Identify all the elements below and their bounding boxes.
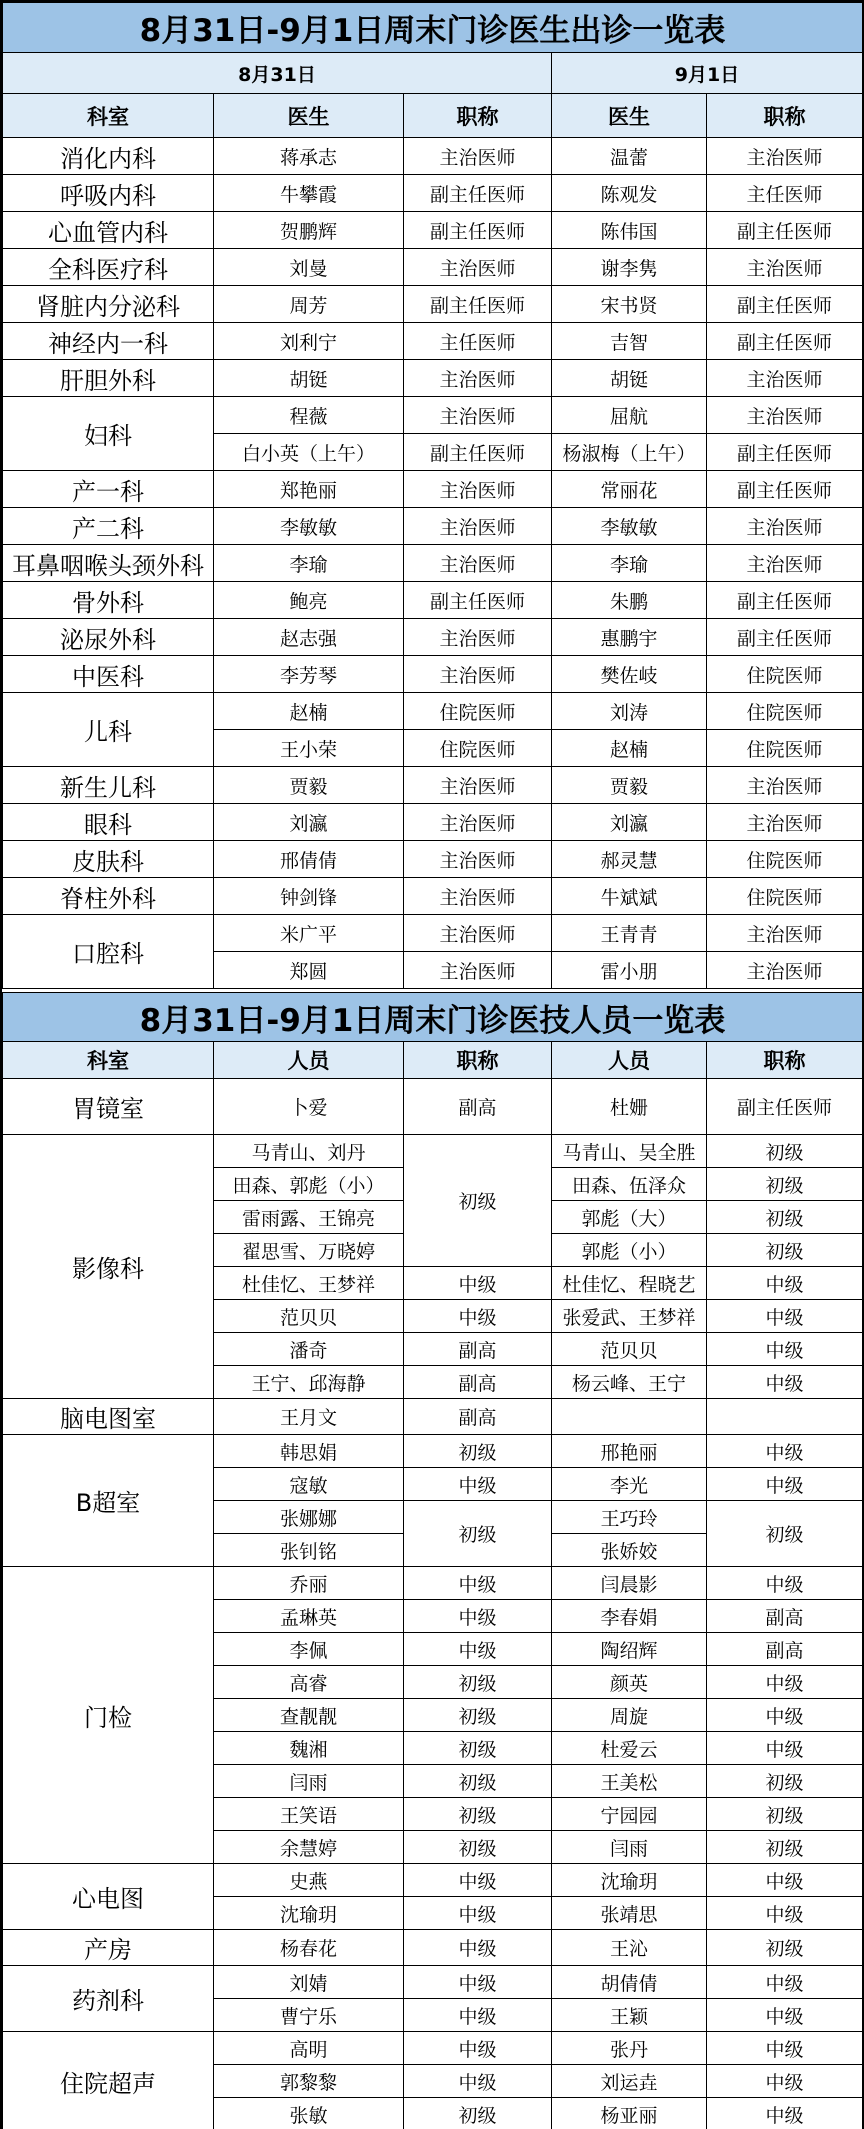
column-header-title: 职称 (707, 1042, 863, 1079)
column-header-staff: 人员 (214, 1042, 404, 1079)
department-cell: 心电图 (3, 1864, 214, 1930)
staff-name-cell: 李佩 (214, 1633, 404, 1666)
staff-title-cell: 住院医师 (404, 730, 552, 767)
staff-name-cell: 郭彪（大） (552, 1201, 707, 1234)
staff-name-cell: 乔丽 (214, 1567, 404, 1600)
staff-title-cell: 中级 (707, 1267, 863, 1300)
staff-title-cell: 中级 (404, 1864, 552, 1897)
staff-name-cell: 牛攀霞 (214, 175, 404, 212)
staff-name-cell: 王巧玲 (552, 1501, 707, 1534)
doctor-schedule-table (2, 2, 863, 989)
table-row (3, 1399, 863, 1435)
staff-name-cell: 卜爱 (214, 1079, 404, 1135)
table-row (3, 545, 863, 582)
staff-title-cell: 主治医师 (707, 952, 863, 989)
staff-name-cell: 马青山、刘丹 (214, 1135, 404, 1168)
doctor-schedule-section (0, 0, 864, 992)
staff-title-cell: 中级 (404, 1633, 552, 1666)
staff-name-cell: 米广平 (214, 915, 404, 952)
column-header-dept: 科室 (3, 1042, 214, 1079)
table-row (3, 175, 863, 212)
table-row (3, 878, 863, 915)
department-cell: 新生儿科 (3, 767, 214, 804)
staff-name-cell: 闫晨影 (552, 1567, 707, 1600)
staff-title-cell: 中级 (404, 1300, 552, 1333)
staff-title-cell: 初级 (707, 1234, 863, 1267)
staff-name-cell: 寇敏 (214, 1468, 404, 1501)
staff-name-cell: 张敏 (214, 2098, 404, 2129)
staff-title-cell: 中级 (707, 1666, 863, 1699)
staff-title-cell: 副主任医师 (404, 212, 552, 249)
staff-name-cell: 王月文 (214, 1399, 404, 1435)
staff-title-cell: 中级 (404, 1468, 552, 1501)
staff-title-cell: 中级 (707, 1333, 863, 1366)
staff-name-cell: 程薇 (214, 397, 404, 434)
department-cell: 产二科 (3, 508, 214, 545)
technician-schedule-table (2, 992, 863, 2129)
department-cell: 影像科 (3, 1135, 214, 1399)
staff-title-cell: 主治医师 (404, 804, 552, 841)
staff-name-cell: 颜英 (552, 1666, 707, 1699)
staff-title-cell: 中级 (707, 1699, 863, 1732)
staff-title-cell: 副主任医师 (707, 582, 863, 619)
staff-title-cell: 初级 (707, 1831, 863, 1864)
staff-title-cell: 初级 (404, 1765, 552, 1798)
staff-name-cell: 张钊铭 (214, 1534, 404, 1567)
staff-title-cell: 主治医师 (707, 508, 863, 545)
department-cell: 神经内一科 (3, 323, 214, 360)
staff-title-cell: 中级 (404, 1267, 552, 1300)
staff-name-cell: 吉智 (552, 323, 707, 360)
staff-title-cell: 初级 (404, 1135, 552, 1267)
staff-name-cell: 范贝贝 (214, 1300, 404, 1333)
staff-name-cell: 郝灵慧 (552, 841, 707, 878)
staff-title-cell: 副高 (404, 1366, 552, 1399)
staff-title-cell: 中级 (707, 1732, 863, 1765)
staff-name-cell: 贺鹏辉 (214, 212, 404, 249)
staff-title-cell: 主治医师 (404, 841, 552, 878)
table-row (3, 2032, 863, 2065)
staff-name-cell: 朱鹏 (552, 582, 707, 619)
staff-title-cell: 中级 (707, 1966, 863, 1999)
staff-name-cell: 翟思雪、万晓婷 (214, 1234, 404, 1267)
staff-name-cell: 白小英（上午） (214, 434, 404, 471)
staff-title-cell: 中级 (404, 1897, 552, 1930)
department-cell: 中医科 (3, 656, 214, 693)
staff-name-cell: 杨云峰、王宁 (552, 1366, 707, 1399)
staff-title-cell: 初级 (707, 1501, 863, 1567)
staff-title-cell: 副高 (707, 1600, 863, 1633)
staff-title-cell: 中级 (404, 2065, 552, 2098)
staff-title-cell: 副主任医师 (707, 471, 863, 508)
staff-title-cell: 副主任医师 (404, 582, 552, 619)
department-cell: 药剂科 (3, 1966, 214, 2032)
table-row (3, 804, 863, 841)
table-row (3, 1966, 863, 1999)
staff-title-cell: 主任医师 (707, 175, 863, 212)
staff-name-cell: 魏湘 (214, 1732, 404, 1765)
date-header-aug31: 8月31日 (3, 53, 552, 94)
staff-name-cell: 田森、伍泽众 (552, 1168, 707, 1201)
staff-title-cell: 主治医师 (404, 767, 552, 804)
staff-name-cell: 鲍亮 (214, 582, 404, 619)
table-row (3, 249, 863, 286)
staff-name-cell: 谢李隽 (552, 249, 707, 286)
staff-name-cell: 查靓靓 (214, 1699, 404, 1732)
technician-table-title: 8月31日-9月1日周末门诊医技人员一览表 (3, 993, 863, 1042)
table-row (3, 508, 863, 545)
staff-title-cell: 副主任医师 (404, 175, 552, 212)
department-cell: 消化内科 (3, 138, 214, 175)
table-row (3, 323, 863, 360)
staff-title-cell: 中级 (707, 2065, 863, 2098)
staff-name-cell: 杜爱云 (552, 1732, 707, 1765)
staff-name-cell: 张娜娜 (214, 1501, 404, 1534)
staff-name-cell: 贾毅 (552, 767, 707, 804)
department-cell: 心血管内科 (3, 212, 214, 249)
staff-name-cell: 李春娟 (552, 1600, 707, 1633)
staff-title-cell: 主治医师 (404, 619, 552, 656)
staff-name-cell: 周旋 (552, 1699, 707, 1732)
column-header-dept: 科室 (3, 94, 214, 138)
staff-title-cell: 主治医师 (404, 878, 552, 915)
table-row (3, 286, 863, 323)
department-cell: 产一科 (3, 471, 214, 508)
staff-title-cell: 主治医师 (404, 138, 552, 175)
staff-name-cell: 王美松 (552, 1765, 707, 1798)
staff-title-cell: 初级 (707, 1930, 863, 1966)
staff-title-cell: 主治医师 (404, 360, 552, 397)
staff-name-cell (552, 1399, 707, 1435)
staff-name-cell: 樊佐岐 (552, 656, 707, 693)
department-cell: 脑电图室 (3, 1399, 214, 1435)
staff-title-cell: 中级 (404, 1600, 552, 1633)
staff-name-cell: 史燕 (214, 1864, 404, 1897)
column-header-title: 职称 (404, 94, 552, 138)
staff-title-cell: 初级 (707, 1135, 863, 1168)
staff-name-cell: 陈观发 (552, 175, 707, 212)
staff-title-cell: 住院医师 (404, 693, 552, 730)
staff-name-cell: 王青青 (552, 915, 707, 952)
technician-schedule-section (0, 992, 864, 2129)
staff-name-cell: 王沁 (552, 1930, 707, 1966)
staff-title-cell: 中级 (707, 1366, 863, 1399)
staff-title-cell: 主治医师 (707, 360, 863, 397)
staff-title-cell: 主治医师 (707, 804, 863, 841)
staff-title-cell: 主治医师 (707, 249, 863, 286)
table-row (3, 1930, 863, 1966)
staff-title-cell: 中级 (707, 1567, 863, 1600)
table-row (3, 767, 863, 804)
staff-name-cell: 孟琳英 (214, 1600, 404, 1633)
staff-name-cell: 屈航 (552, 397, 707, 434)
staff-title-cell: 住院医师 (707, 656, 863, 693)
staff-title-cell: 住院医师 (707, 730, 863, 767)
table-row (3, 138, 863, 175)
staff-name-cell: 杜佳忆、程晓艺 (552, 1267, 707, 1300)
table-row (3, 360, 863, 397)
column-header-staff: 人员 (552, 1042, 707, 1079)
staff-name-cell: 杜姗 (552, 1079, 707, 1135)
staff-name-cell: 宋书贤 (552, 286, 707, 323)
department-cell: 住院超声 (3, 2032, 214, 2129)
column-header-title: 职称 (707, 94, 863, 138)
staff-name-cell: 王宁、邱海静 (214, 1366, 404, 1399)
staff-name-cell: 胡铤 (552, 360, 707, 397)
staff-name-cell: 张娇姣 (552, 1534, 707, 1567)
staff-title-cell: 中级 (404, 2032, 552, 2065)
staff-title-cell: 主治医师 (404, 471, 552, 508)
staff-name-cell: 沈瑜玥 (552, 1864, 707, 1897)
staff-title-cell: 副主任医师 (707, 286, 863, 323)
staff-title-cell: 中级 (707, 2098, 863, 2129)
staff-title-cell: 初级 (404, 1798, 552, 1831)
staff-name-cell: 常丽花 (552, 471, 707, 508)
staff-name-cell: 李芳琴 (214, 656, 404, 693)
staff-title-cell: 主任医师 (404, 323, 552, 360)
column-header-doctor: 医生 (552, 94, 707, 138)
staff-title-cell: 副高 (404, 1079, 552, 1135)
staff-name-cell: 田森、郭彪（小） (214, 1168, 404, 1201)
department-cell: 肝胆外科 (3, 360, 214, 397)
staff-title-cell: 初级 (707, 1168, 863, 1201)
staff-name-cell: 王颖 (552, 1999, 707, 2032)
staff-title-cell: 初级 (707, 1798, 863, 1831)
table-row (3, 1567, 863, 1600)
staff-name-cell: 陈伟国 (552, 212, 707, 249)
staff-name-cell: 刘瀛 (214, 804, 404, 841)
staff-name-cell: 韩思娟 (214, 1435, 404, 1468)
staff-name-cell: 胡倩倩 (552, 1966, 707, 1999)
staff-name-cell: 曹宁乐 (214, 1999, 404, 2032)
department-cell: 产房 (3, 1930, 214, 1966)
staff-title-cell: 副高 (404, 1399, 552, 1435)
staff-name-cell: 郑艳丽 (214, 471, 404, 508)
staff-title-cell: 中级 (707, 1864, 863, 1897)
staff-name-cell: 邢倩倩 (214, 841, 404, 878)
staff-name-cell: 张靖思 (552, 1897, 707, 1930)
table-row (3, 619, 863, 656)
staff-title-cell: 副高 (404, 1333, 552, 1366)
staff-name-cell: 刘婧 (214, 1966, 404, 1999)
staff-title-cell (707, 1399, 863, 1435)
department-cell: 呼吸内科 (3, 175, 214, 212)
staff-title-cell: 初级 (404, 1435, 552, 1468)
staff-title-cell: 主治医师 (707, 397, 863, 434)
staff-name-cell: 杨春花 (214, 1930, 404, 1966)
staff-title-cell: 初级 (404, 1666, 552, 1699)
table-row (3, 397, 863, 434)
staff-name-cell: 杨亚丽 (552, 2098, 707, 2129)
staff-name-cell: 杜佳忆、王梦祥 (214, 1267, 404, 1300)
department-cell: B超室 (3, 1435, 214, 1567)
column-header-title: 职称 (404, 1042, 552, 1079)
staff-name-cell: 张丹 (552, 2032, 707, 2065)
staff-name-cell: 刘利宁 (214, 323, 404, 360)
staff-name-cell: 刘涛 (552, 693, 707, 730)
table-row (3, 656, 863, 693)
staff-name-cell: 杨淑梅（上午） (552, 434, 707, 471)
table-row (3, 1864, 863, 1897)
staff-name-cell: 王笑语 (214, 1798, 404, 1831)
staff-title-cell: 初级 (404, 1831, 552, 1864)
department-cell: 皮肤科 (3, 841, 214, 878)
staff-name-cell: 刘曼 (214, 249, 404, 286)
department-cell: 门检 (3, 1567, 214, 1864)
staff-name-cell: 郭彪（小） (552, 1234, 707, 1267)
department-cell: 肾脏内分泌科 (3, 286, 214, 323)
staff-title-cell: 副主任医师 (707, 212, 863, 249)
staff-name-cell: 刘瀛 (552, 804, 707, 841)
staff-title-cell: 主治医师 (404, 249, 552, 286)
column-header-doctor: 医生 (214, 94, 404, 138)
department-cell: 胃镜室 (3, 1079, 214, 1135)
staff-name-cell: 李敏敏 (214, 508, 404, 545)
staff-name-cell: 温蕾 (552, 138, 707, 175)
staff-name-cell: 李瑜 (214, 545, 404, 582)
staff-name-cell: 雷小朋 (552, 952, 707, 989)
staff-title-cell: 主治医师 (707, 767, 863, 804)
department-cell: 儿科 (3, 693, 214, 767)
staff-title-cell: 初级 (404, 1501, 552, 1567)
staff-title-cell: 副主任医师 (707, 1079, 863, 1135)
staff-name-cell: 余慧婷 (214, 1831, 404, 1864)
table-row (3, 693, 863, 730)
date-header-sep1: 9月1日 (552, 53, 863, 94)
staff-name-cell: 高睿 (214, 1666, 404, 1699)
staff-title-cell: 主治医师 (404, 397, 552, 434)
staff-title-cell: 中级 (707, 1300, 863, 1333)
staff-title-cell: 初级 (707, 1201, 863, 1234)
staff-name-cell: 赵楠 (214, 693, 404, 730)
staff-name-cell: 邢艳丽 (552, 1435, 707, 1468)
staff-title-cell: 中级 (404, 1966, 552, 1999)
staff-name-cell: 沈瑜玥 (214, 1897, 404, 1930)
staff-name-cell: 刘运垚 (552, 2065, 707, 2098)
table-row (3, 1079, 863, 1135)
staff-title-cell: 主治医师 (404, 656, 552, 693)
staff-name-cell: 贾毅 (214, 767, 404, 804)
staff-title-cell: 副主任医师 (404, 286, 552, 323)
staff-name-cell: 闫雨 (552, 1831, 707, 1864)
table-row (3, 915, 863, 952)
staff-name-cell: 雷雨露、王锦亮 (214, 1201, 404, 1234)
staff-title-cell: 初级 (404, 1699, 552, 1732)
staff-name-cell: 周芳 (214, 286, 404, 323)
staff-name-cell: 王小荣 (214, 730, 404, 767)
department-cell: 眼科 (3, 804, 214, 841)
doctor-table-title: 8月31日-9月1日周末门诊医生出诊一览表 (3, 3, 863, 53)
staff-title-cell: 中级 (404, 1567, 552, 1600)
staff-name-cell: 赵志强 (214, 619, 404, 656)
staff-title-cell: 主治医师 (404, 915, 552, 952)
department-cell: 脊柱外科 (3, 878, 214, 915)
staff-title-cell: 副主任医师 (707, 434, 863, 471)
department-cell: 泌尿外科 (3, 619, 214, 656)
staff-name-cell: 郑圆 (214, 952, 404, 989)
staff-name-cell: 赵楠 (552, 730, 707, 767)
staff-title-cell: 主治医师 (707, 915, 863, 952)
staff-name-cell: 郭黎黎 (214, 2065, 404, 2098)
department-cell: 口腔科 (3, 915, 214, 989)
staff-title-cell: 初级 (707, 1765, 863, 1798)
staff-name-cell: 胡铤 (214, 360, 404, 397)
table-row (3, 471, 863, 508)
staff-title-cell: 副主任医师 (404, 434, 552, 471)
staff-name-cell: 范贝贝 (552, 1333, 707, 1366)
staff-title-cell: 中级 (707, 1999, 863, 2032)
department-cell: 全科医疗科 (3, 249, 214, 286)
staff-name-cell: 陶绍辉 (552, 1633, 707, 1666)
table-row (3, 582, 863, 619)
table-row (3, 841, 863, 878)
staff-title-cell: 主治医师 (707, 545, 863, 582)
department-cell: 妇科 (3, 397, 214, 471)
staff-title-cell: 主治医师 (707, 138, 863, 175)
staff-title-cell: 副主任医师 (707, 323, 863, 360)
staff-title-cell: 主治医师 (404, 508, 552, 545)
staff-title-cell: 中级 (404, 1930, 552, 1966)
staff-title-cell: 住院医师 (707, 841, 863, 878)
staff-name-cell: 张爱武、王梦祥 (552, 1300, 707, 1333)
staff-title-cell: 住院医师 (707, 693, 863, 730)
staff-name-cell: 李瑜 (552, 545, 707, 582)
staff-title-cell: 中级 (404, 1999, 552, 2032)
staff-name-cell: 钟剑锋 (214, 878, 404, 915)
staff-title-cell: 主治医师 (404, 952, 552, 989)
staff-title-cell: 中级 (707, 1435, 863, 1468)
staff-name-cell: 惠鹏宇 (552, 619, 707, 656)
staff-title-cell: 初级 (404, 1732, 552, 1765)
staff-title-cell: 副主任医师 (707, 619, 863, 656)
table-row (3, 1435, 863, 1468)
staff-name-cell: 蒋承志 (214, 138, 404, 175)
staff-title-cell: 中级 (707, 1468, 863, 1501)
staff-name-cell: 牛斌斌 (552, 878, 707, 915)
staff-title-cell: 副高 (707, 1633, 863, 1666)
staff-name-cell: 宁园园 (552, 1798, 707, 1831)
department-cell: 耳鼻咽喉头颈外科 (3, 545, 214, 582)
table-row (3, 212, 863, 249)
staff-title-cell: 住院医师 (707, 878, 863, 915)
staff-name-cell: 闫雨 (214, 1765, 404, 1798)
staff-title-cell: 中级 (707, 1897, 863, 1930)
staff-name-cell: 潘奇 (214, 1333, 404, 1366)
staff-title-cell: 初级 (404, 2098, 552, 2129)
staff-title-cell: 中级 (707, 2032, 863, 2065)
staff-name-cell: 李敏敏 (552, 508, 707, 545)
department-cell: 骨外科 (3, 582, 214, 619)
staff-title-cell: 主治医师 (404, 545, 552, 582)
staff-name-cell: 李光 (552, 1468, 707, 1501)
staff-name-cell: 马青山、吴全胜 (552, 1135, 707, 1168)
staff-name-cell: 高明 (214, 2032, 404, 2065)
table-row (3, 1135, 863, 1168)
